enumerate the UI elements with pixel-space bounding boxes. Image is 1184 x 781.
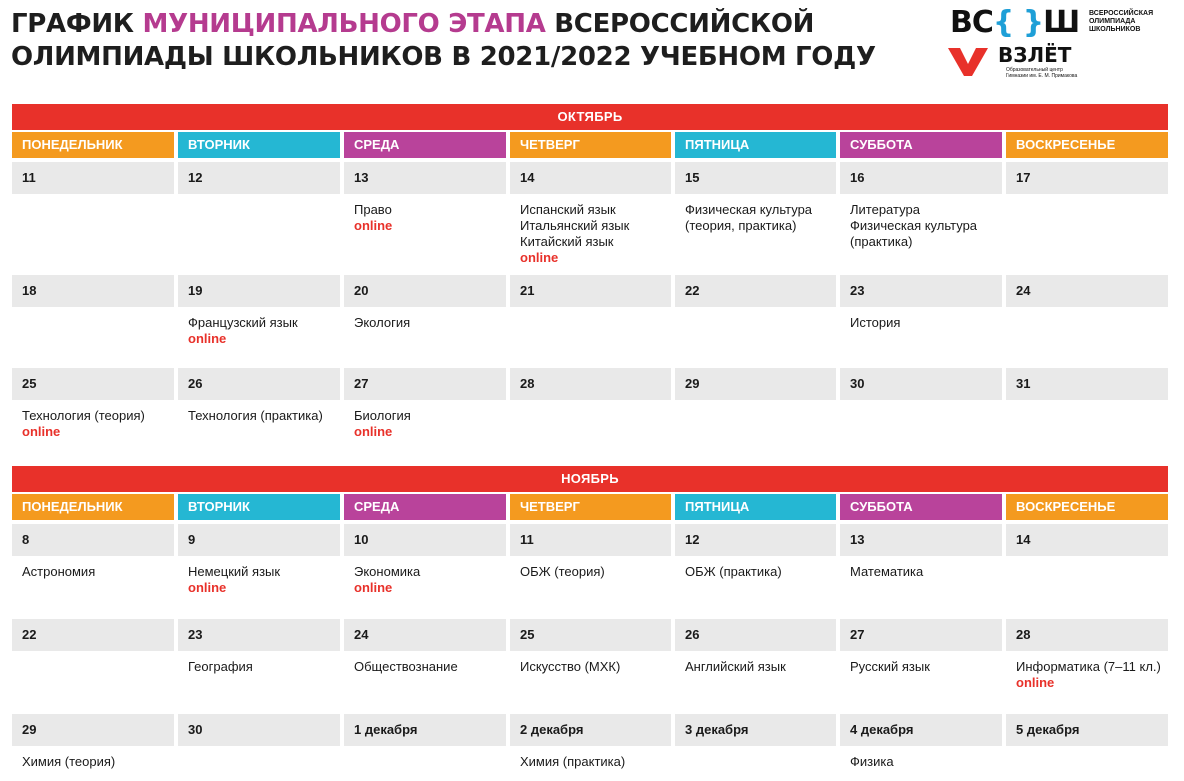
day-number: 28 (1006, 619, 1168, 651)
day-events (1016, 659, 1161, 691)
day-number: 12 (178, 162, 340, 194)
day-number: 30 (178, 714, 340, 746)
day-number: 4 декабря (840, 714, 1002, 746)
day-events (188, 408, 323, 424)
weekday-header: СУББОТА (840, 132, 1002, 158)
event-subject: Искусство (МХК) (520, 659, 621, 674)
event-subject: Итальянский язык (520, 218, 630, 233)
day-number: 31 (1006, 368, 1168, 400)
vsosh-sub-line: ОЛИМПИАДА (1089, 18, 1136, 25)
day-events (850, 315, 900, 331)
day-number: 27 (840, 619, 1002, 651)
day-number: 23 (840, 275, 1002, 307)
day-number: 16 (840, 162, 1002, 194)
day-events (188, 659, 253, 675)
title-text: ГРАФИК (11, 9, 143, 39)
day-events (354, 315, 410, 331)
day-number: 24 (344, 619, 506, 651)
day-events (685, 202, 812, 234)
event-subject: Химия (теория) (22, 754, 116, 769)
vsosh-logo-text: Ш (1043, 5, 1080, 40)
vsosh-sub-line: ВСЕРОССИЙСКАЯ (1089, 10, 1154, 17)
event-subject: Английский язык (685, 659, 786, 674)
event-subject: Информатика (7–11 кл.) (1016, 659, 1161, 674)
day-events (22, 564, 95, 580)
day-number: 11 (510, 524, 671, 556)
day-number: 11 (12, 162, 174, 194)
day-events (354, 202, 392, 234)
event-subject: Литература (850, 202, 920, 217)
event-subject: Биология (354, 408, 411, 423)
day-number: 20 (344, 275, 506, 307)
vzlet-sub-line: Гимназии им. Е. М. Примакова (1006, 73, 1078, 79)
online-badge: online (354, 218, 393, 233)
event-subject: Немецкий язык (188, 564, 281, 579)
event-subject: (практика) (850, 234, 913, 249)
event-subject: Химия (практика) (520, 754, 626, 769)
day-events (22, 408, 145, 440)
day-number: 25 (510, 619, 671, 651)
event-subject: ОБЖ (теория) (520, 564, 605, 579)
day-number: 15 (675, 162, 836, 194)
weekday-header: ВТОРНИК (178, 132, 340, 158)
day-number: 23 (178, 619, 340, 651)
day-events (850, 659, 930, 675)
weekday-header: СУББОТА (840, 494, 1002, 520)
day-number: 22 (12, 619, 174, 651)
vzlet-logo-name: ВЗЛЁТ (998, 43, 1072, 67)
day-events (354, 564, 420, 596)
weekday-header: ПОНЕДЕЛЬНИК (12, 132, 174, 158)
online-badge: online (354, 580, 393, 595)
day-events (520, 202, 629, 266)
day-events (850, 754, 894, 770)
day-number: 30 (840, 368, 1002, 400)
online-badge: online (354, 424, 393, 439)
vsosh-logo (950, 5, 1080, 40)
vsosh-brace-icon: { } (992, 5, 1044, 40)
day-number: 12 (675, 524, 836, 556)
weekday-header: ПОНЕДЕЛЬНИК (12, 494, 174, 520)
event-subject: (теория, практика) (685, 218, 797, 233)
online-badge: online (188, 331, 227, 346)
event-subject: Экология (354, 315, 411, 330)
page-title (11, 8, 876, 74)
weekday-header: ПЯТНИЦА (675, 494, 836, 520)
vzlet-sub-line: Образовательный центр (1006, 67, 1063, 73)
day-number: 14 (1006, 524, 1168, 556)
event-subject: Технология (практика) (188, 408, 323, 423)
day-number: 27 (344, 368, 506, 400)
online-badge: online (188, 580, 227, 595)
event-subject: Обществознание (354, 659, 458, 674)
weekday-header: ЧЕТВЕРГ (510, 494, 671, 520)
event-subject: Китайский язык (520, 234, 614, 249)
day-events (354, 408, 411, 440)
event-subject: Физическая культура (685, 202, 813, 217)
online-badge: online (1016, 675, 1055, 690)
day-events (520, 659, 620, 675)
day-events (188, 564, 280, 596)
day-number: 9 (178, 524, 340, 556)
event-subject: Французский язык (188, 315, 298, 330)
title-line-2: ОЛИМПИАДЫ ШКОЛЬНИКОВ В 2021/2022 УЧЕБНОМ ГОДУ (11, 42, 876, 72)
day-events (685, 659, 786, 675)
day-events (520, 754, 625, 770)
weekday-header: СРЕДА (344, 494, 506, 520)
day-number: 29 (12, 714, 174, 746)
vzlet-v-icon (948, 44, 988, 76)
event-subject: Экономика (354, 564, 421, 579)
event-subject: Математика (850, 564, 924, 579)
day-number: 10 (344, 524, 506, 556)
day-number: 26 (675, 619, 836, 651)
day-number: 13 (344, 162, 506, 194)
month-header: ОКТЯБРЬ (12, 104, 1168, 130)
event-subject: Физическая культура (850, 218, 978, 233)
weekday-header: ПЯТНИЦА (675, 132, 836, 158)
vsosh-sub-line: ШКОЛЬНИКОВ (1089, 26, 1141, 33)
weekday-header: ВОСКРЕСЕНЬЕ (1006, 132, 1168, 158)
event-subject: География (188, 659, 253, 674)
day-events (850, 564, 923, 580)
event-subject: История (850, 315, 901, 330)
day-number: 17 (1006, 162, 1168, 194)
event-subject: Право (354, 202, 392, 217)
title-text: ВСЕРОССИЙСКОЙ (545, 9, 815, 39)
day-events (685, 564, 782, 580)
day-number: 14 (510, 162, 671, 194)
vzlet-logo (948, 44, 1088, 78)
title-accent: МУНИЦИПАЛЬНОГО ЭТАПА (142, 9, 546, 39)
day-number: 28 (510, 368, 671, 400)
title-line-1 (11, 8, 876, 41)
vsosh-logo-text: ВС (950, 5, 993, 40)
vsosh-logo-subtitle (1089, 10, 1179, 34)
day-number: 26 (178, 368, 340, 400)
online-badge: online (520, 250, 559, 265)
day-number: 24 (1006, 275, 1168, 307)
event-subject: Русский язык (850, 659, 930, 674)
month-header: НОЯБРЬ (12, 466, 1168, 492)
online-badge: online (22, 424, 61, 439)
day-events (354, 659, 458, 675)
event-subject: Технология (теория) (22, 408, 145, 423)
day-events (188, 315, 298, 347)
day-number: 2 декабря (510, 714, 671, 746)
day-number: 21 (510, 275, 671, 307)
day-events (850, 202, 977, 250)
event-subject: Испанский язык (520, 202, 616, 217)
event-subject: Астрономия (22, 564, 96, 579)
vzlet-logo-subtitle (1006, 67, 1086, 79)
day-number: 22 (675, 275, 836, 307)
weekday-header: СРЕДА (344, 132, 506, 158)
weekday-header: ЧЕТВЕРГ (510, 132, 671, 158)
day-number: 1 декабря (344, 714, 506, 746)
weekday-header: ВОСКРЕСЕНЬЕ (1006, 494, 1168, 520)
day-number: 25 (12, 368, 174, 400)
day-number: 18 (12, 275, 174, 307)
day-number: 8 (12, 524, 174, 556)
event-subject: Физика (850, 754, 894, 769)
day-number: 3 декабря (675, 714, 836, 746)
day-number: 13 (840, 524, 1002, 556)
day-events (22, 754, 115, 770)
day-number: 5 декабря (1006, 714, 1168, 746)
event-subject: ОБЖ (практика) (685, 564, 782, 579)
day-events (520, 564, 605, 580)
day-number: 29 (675, 368, 836, 400)
day-number: 19 (178, 275, 340, 307)
weekday-header: ВТОРНИК (178, 494, 340, 520)
